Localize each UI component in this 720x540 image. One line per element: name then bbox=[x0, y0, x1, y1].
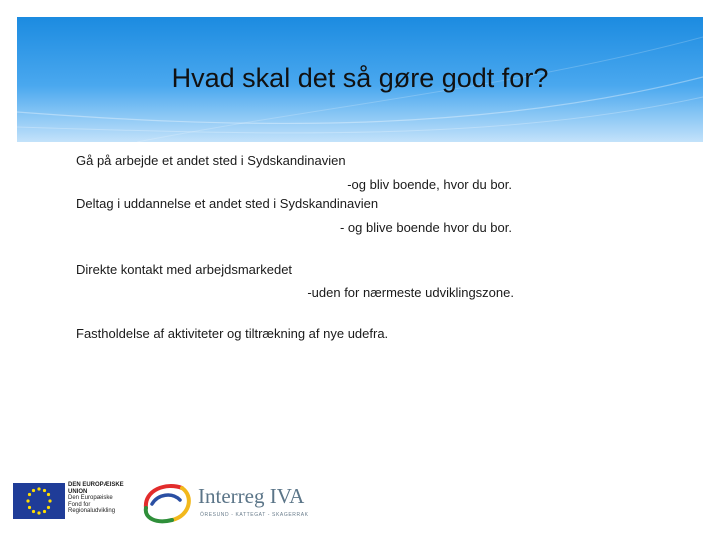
eu-text-line: Fond for bbox=[68, 501, 91, 508]
interreg-subtitle: ÖRESUND - KATTEGAT - SKAGERRAK bbox=[200, 512, 309, 518]
body-line-5: Direkte kontakt med arbejdsmarkedet bbox=[76, 262, 293, 277]
body-line-6: -uden for nærmeste udviklingszone. bbox=[307, 285, 514, 300]
eu-text-line: DEN EUROPÆISKE bbox=[68, 482, 124, 488]
eu-stars-icon bbox=[13, 483, 65, 519]
eu-text-line: Den Europæiske bbox=[68, 495, 113, 502]
body-line-4: - og blive boende hvor du bor. bbox=[339, 220, 512, 235]
body-line-2: -og bliv boende, hvor du bor. bbox=[347, 177, 512, 192]
slide-title: Hvad skal det så gøre godt for? bbox=[171, 63, 549, 93]
eu-text-line: Regionaludvikling bbox=[68, 508, 116, 515]
eu-flag-logo bbox=[13, 483, 65, 519]
interreg-word: Interreg bbox=[198, 484, 265, 508]
interreg-wordmark bbox=[198, 484, 304, 508]
body-line-3: Deltag i uddannelse et andet sted i Sydskandinavien bbox=[76, 196, 379, 211]
eu-text-line: UNION bbox=[68, 488, 88, 495]
body-line-7: Fastholdelse af aktiviteter og tiltrækning af nye udefra. bbox=[76, 326, 389, 341]
body-line-1: Gå på arbejde et andet sted i Sydskandinavien bbox=[76, 153, 346, 168]
interreg-swirl-icon bbox=[138, 478, 196, 526]
interreg-numeral: IVA bbox=[269, 484, 305, 508]
eu-logo-text bbox=[68, 482, 124, 515]
